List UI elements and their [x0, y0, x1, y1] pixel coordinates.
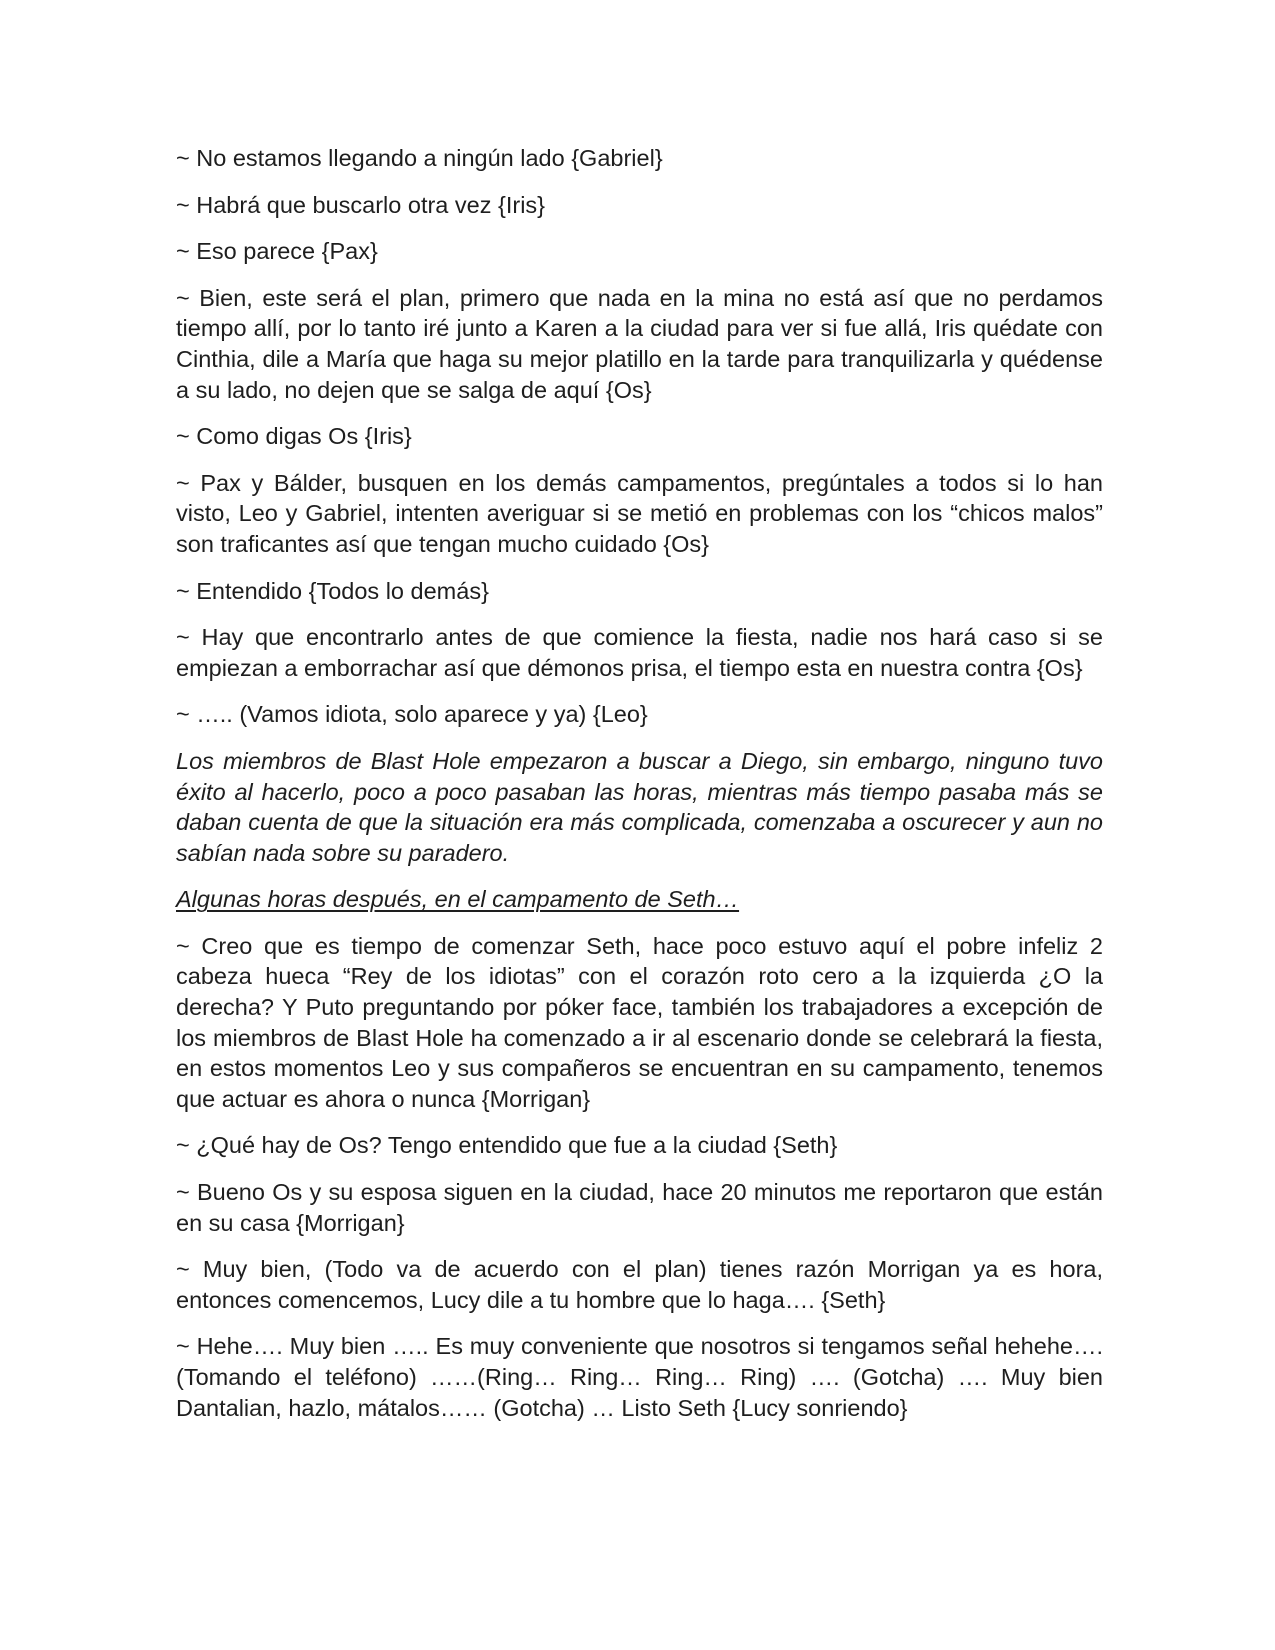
dialogue-line: ~ Hay que encontrarlo antes de que comience la fiesta, nadie nos hará caso si se empiezan a emborrachar así que démonos prisa, el tiempo esta en nuestra contra {Os}: [176, 624, 1103, 681]
dialogue-line: ~ ¿Qué hay de Os? Tengo entendido que fue a la ciudad {Seth}: [176, 1132, 838, 1159]
dialogue-line: ~ No estamos llegando a ningún lado {Gabriel}: [176, 145, 663, 171]
document-body: [176, 143, 1103, 1423]
dialogue-line: ~ Hehe…. Muy bien ….. Es muy conveniente que nosotros si tengamos señal hehehe…. (Tomando el teléfono) ……(Ring… Ring… Ring… Ring) …. (Gotcha) …. Muy bien Dantalian, hazlo, mátalos…… (Gotcha) … Listo Seth {Lucy sonriendo}: [176, 1333, 1103, 1421]
scene-heading-paragraph: [176, 884, 1103, 915]
dialogue-line: ~ Habrá que buscarlo otra vez {Iris}: [176, 191, 546, 218]
dialogue-line: ~ Eso parece {Pax}: [176, 238, 378, 265]
scene-heading: Algunas horas después, en el campamento de Seth…: [176, 886, 740, 913]
dialogue-line: ~ Entendido {Todos lo demás}: [176, 577, 489, 604]
dialogue-line: ~ Pax y Bálder, busquen en los demás campamentos, pregúntales a todos si lo han visto, Leo y Gabriel, intenten averiguar si se metió en problemas con los “chicos malos” son traficantes así que tengan mucho cuidado {Os}: [176, 469, 1103, 557]
dialogue-line: ~ ….. (Vamos idiota, solo aparece y ya) {Leo}: [176, 701, 648, 728]
dialogue-line: ~ Muy bien, (Todo va de acuerdo con el plan) tienes razón Morrigan ya es hora, entonces comencemos, Lucy dile a tu hombre que lo haga…. {Seth}: [176, 1256, 1103, 1313]
dialogue-line: ~ Bueno Os y su esposa siguen en la ciudad, hace 20 minutos me reportaron que están en su casa {Morrigan}: [176, 1179, 1103, 1236]
narration-paragraph: Los miembros de Blast Hole empezaron a buscar a Diego, sin embargo, ninguno tuvo éxito al hacerlo, poco a poco pasaban las horas, mientras más tiempo pasaba más se daban cuenta de que la situación era más complicada, comenzaba a oscurecer y aun no sabían nada sobre su paradero.: [176, 747, 1103, 866]
dialogue-line: ~ Bien, este será el plan, primero que nada en la mina no está así que no perdamos tiempo allí, por lo tanto iré junto a Karen a la ciudad para ver si fue allá, Iris quédate con Cinthia, dile a María que haga su mejor platillo en la tarde para tranquilizarla y quédense a su lado, no dejen que se salga de aquí {Os}: [176, 284, 1103, 403]
dialogue-line: ~ Creo que es tiempo de comenzar Seth, hace poco estuvo aquí el pobre infeliz 2 cabeza hueca “Rey de los idiotas” con el corazón roto cero a la izquierda ¿O la derecha? Y Puto preguntando por póker face, también los trabajadores a excepción de los miembros de Blast Hole ha comenzado a ir al escenario donde se celebrará la fiesta, en estos momentos Leo y sus compañeros se encuentran en su campamento, tenemos que actuar es ahora o nunca {Morrigan}: [176, 932, 1103, 1112]
dialogue-line: ~ Como digas Os {Iris}: [176, 423, 412, 450]
